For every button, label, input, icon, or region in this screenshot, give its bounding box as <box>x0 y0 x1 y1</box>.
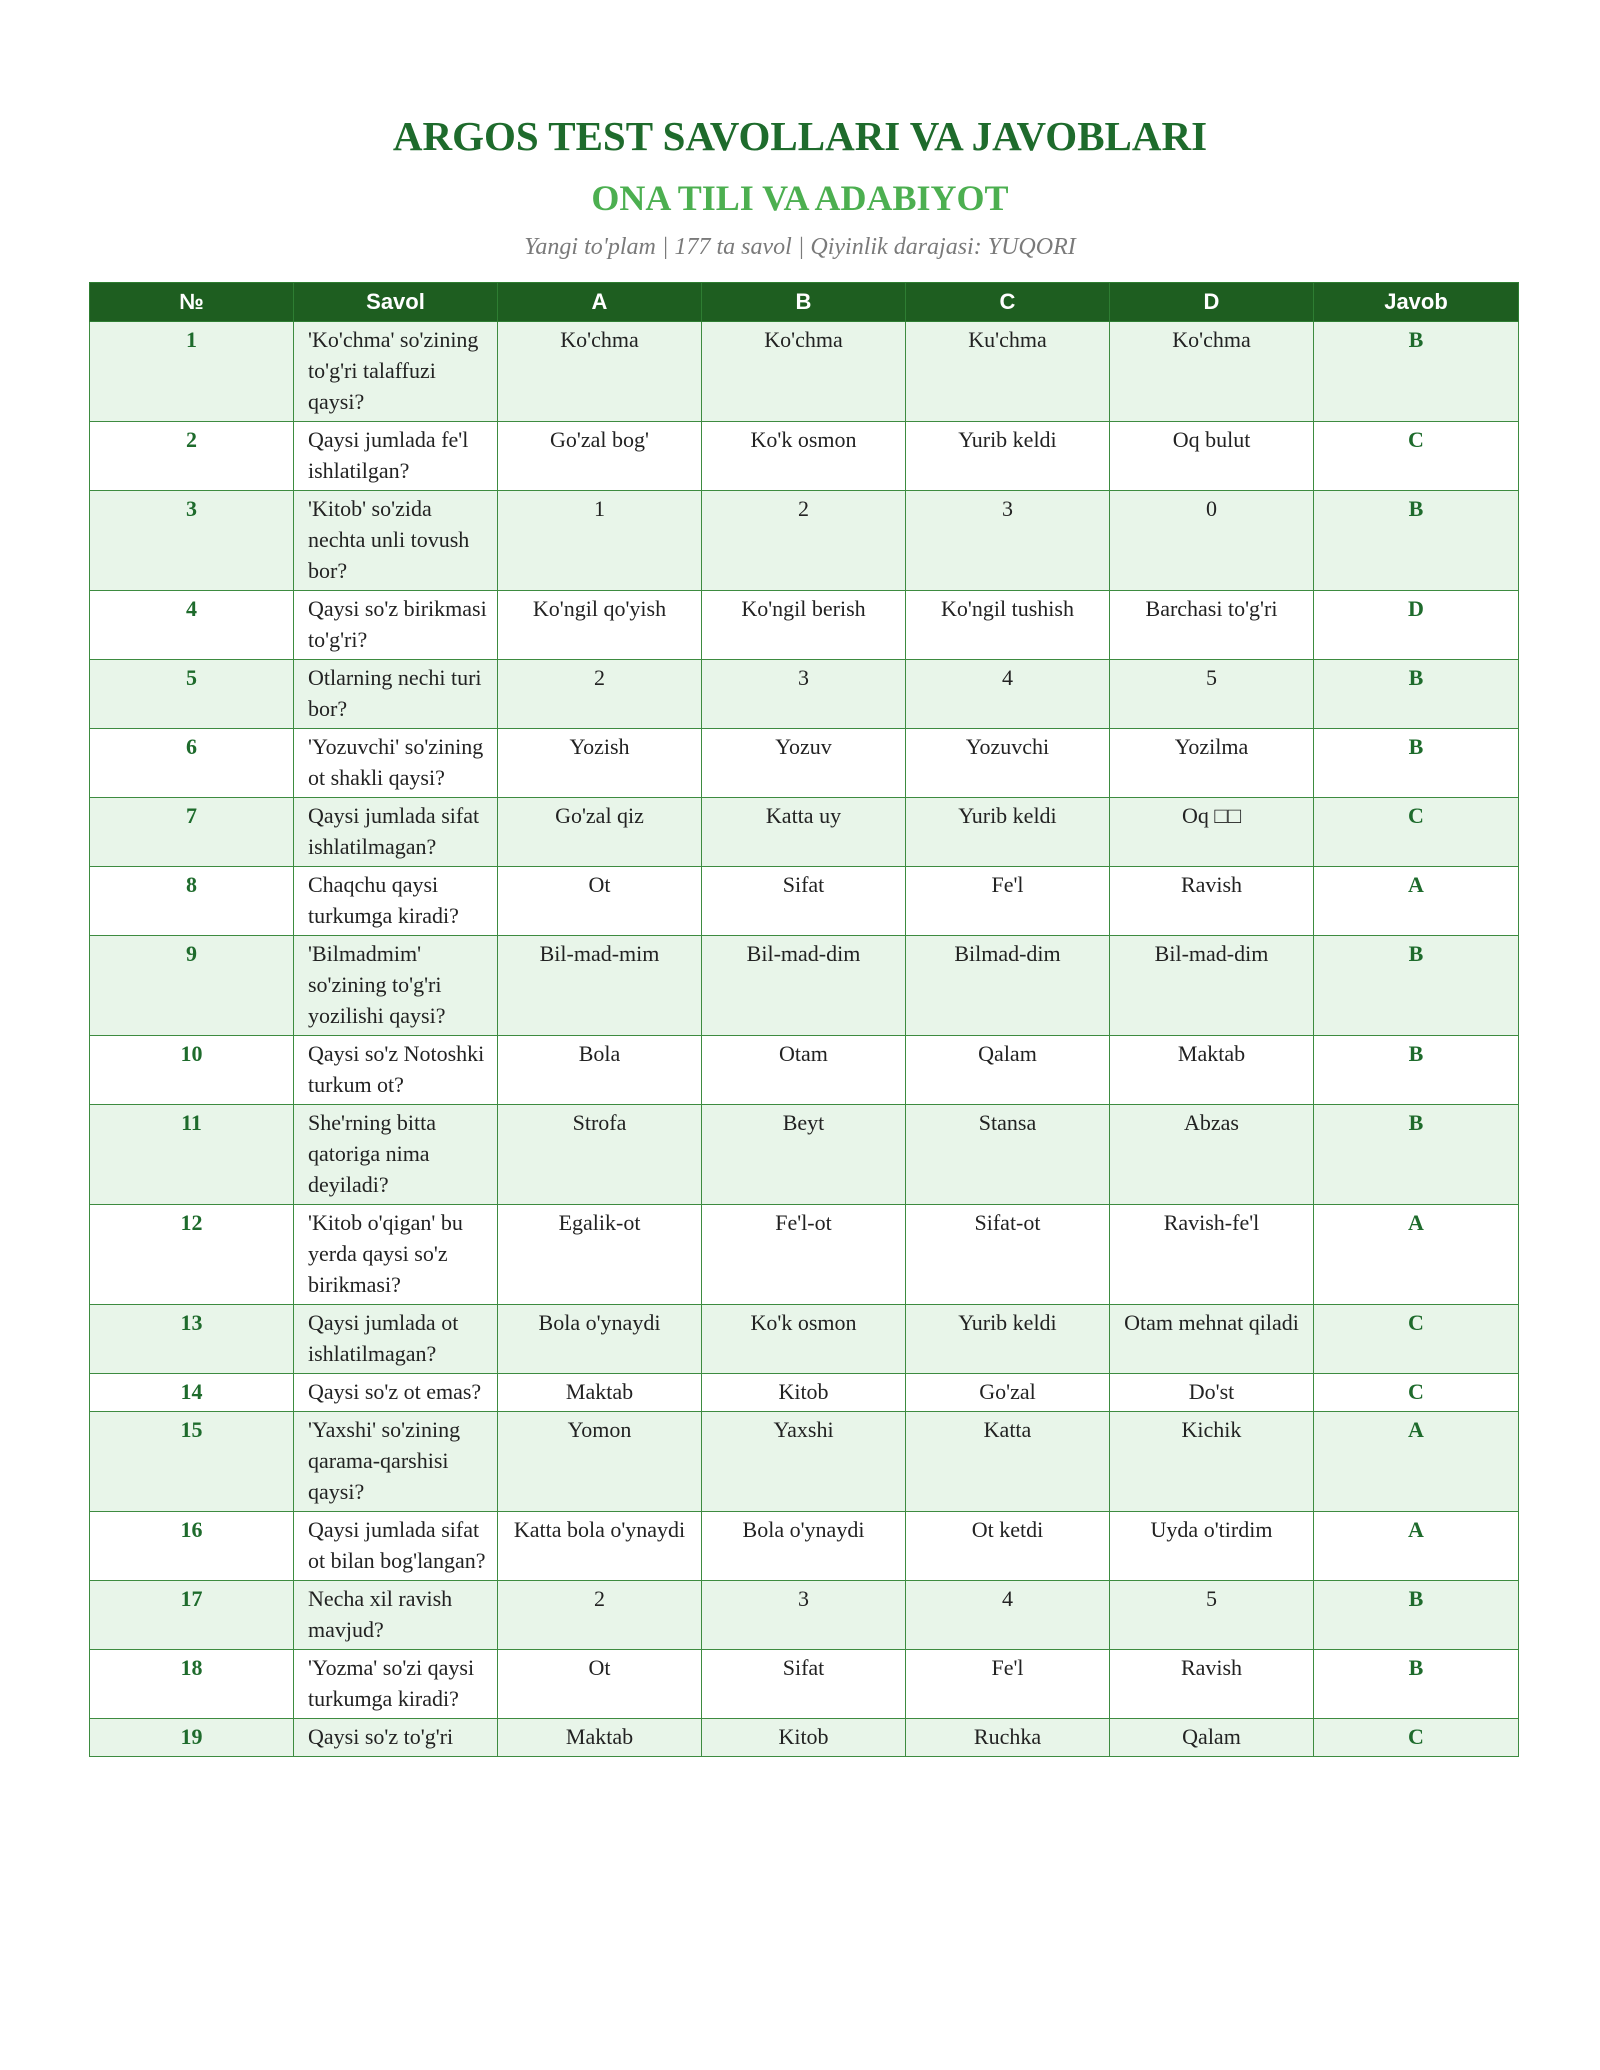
option-a: Yozish <box>498 729 702 798</box>
question-number: 8 <box>90 867 294 936</box>
question-text: Qaysi jumlada fe'l ishlatilgan? <box>294 422 498 491</box>
question-number: 19 <box>90 1719 294 1757</box>
option-a: Ko'ngil qo'yish <box>498 591 702 660</box>
question-number: 17 <box>90 1581 294 1650</box>
option-c: Katta <box>906 1412 1110 1512</box>
option-d: Kichik <box>1110 1412 1314 1512</box>
table-body <box>90 322 1519 1757</box>
option-d: Ravish <box>1110 1650 1314 1719</box>
option-c: Ruchka <box>906 1719 1110 1757</box>
option-b: Ko'ngil berish <box>702 591 906 660</box>
question-text: Qaysi so'z ot emas? <box>294 1374 498 1412</box>
table-row <box>90 1412 1519 1512</box>
question-number: 7 <box>90 798 294 867</box>
table-row <box>90 1036 1519 1105</box>
option-c: 3 <box>906 491 1110 591</box>
table-row <box>90 1650 1519 1719</box>
question-text: 'Ko'chma' so'zining to'g'ri talaffuzi qaysi? <box>294 322 498 422</box>
option-d: Maktab <box>1110 1036 1314 1105</box>
option-b: Kitob <box>702 1719 906 1757</box>
correct-answer: B <box>1314 1036 1519 1105</box>
correct-answer: C <box>1314 798 1519 867</box>
question-number: 11 <box>90 1105 294 1205</box>
correct-answer: B <box>1314 491 1519 591</box>
option-d: Do'st <box>1110 1374 1314 1412</box>
questions-table <box>89 282 1519 1757</box>
option-a: Egalik-ot <box>498 1205 702 1305</box>
option-c: Yurib keldi <box>906 1305 1110 1374</box>
option-c: Stansa <box>906 1105 1110 1205</box>
table-header-row <box>90 283 1519 322</box>
question-text: Qaysi so'z birikmasi to'g'ri? <box>294 591 498 660</box>
option-d: Bil-mad-dim <box>1110 936 1314 1036</box>
correct-answer: A <box>1314 867 1519 936</box>
option-b: 3 <box>702 1581 906 1650</box>
table-row <box>90 1305 1519 1374</box>
option-c: Fe'l <box>906 1650 1110 1719</box>
option-c: 4 <box>906 1581 1110 1650</box>
option-a: Bil-mad-mim <box>498 936 702 1036</box>
correct-answer: A <box>1314 1412 1519 1512</box>
table-row <box>90 798 1519 867</box>
header-option-a: A <box>498 283 702 322</box>
option-d: 5 <box>1110 1581 1314 1650</box>
correct-answer: B <box>1314 1581 1519 1650</box>
question-text: 'Yozma' so'zi qaysi turkumga kiradi? <box>294 1650 498 1719</box>
question-text: 'Kitob o'qigan' bu yerda qaysi so'z birikmasi? <box>294 1205 498 1305</box>
question-number: 3 <box>90 491 294 591</box>
question-number: 16 <box>90 1512 294 1581</box>
option-d: 5 <box>1110 660 1314 729</box>
question-number: 14 <box>90 1374 294 1412</box>
table-row <box>90 1205 1519 1305</box>
option-b: Bil-mad-dim <box>702 936 906 1036</box>
option-a: Strofa <box>498 1105 702 1205</box>
header-answer: Javob <box>1314 283 1519 322</box>
question-number: 15 <box>90 1412 294 1512</box>
header-option-b: B <box>702 283 906 322</box>
question-number: 5 <box>90 660 294 729</box>
correct-answer: A <box>1314 1205 1519 1305</box>
correct-answer: B <box>1314 936 1519 1036</box>
question-number: 4 <box>90 591 294 660</box>
option-d: Oq bulut <box>1110 422 1314 491</box>
option-a: Ot <box>498 867 702 936</box>
correct-answer: B <box>1314 322 1519 422</box>
option-c: Fe'l <box>906 867 1110 936</box>
option-a: Maktab <box>498 1374 702 1412</box>
option-a: Go'zal bog' <box>498 422 702 491</box>
option-d: Ravish-fe'l <box>1110 1205 1314 1305</box>
option-a: Katta bola o'ynaydi <box>498 1512 702 1581</box>
option-c: Go'zal <box>906 1374 1110 1412</box>
question-number: 6 <box>90 729 294 798</box>
question-text: 'Yaxshi' so'zining qarama-qarshisi qaysi? <box>294 1412 498 1512</box>
header-number: № <box>90 283 294 322</box>
question-number: 13 <box>90 1305 294 1374</box>
table-row <box>90 1374 1519 1412</box>
correct-answer: B <box>1314 660 1519 729</box>
question-number: 12 <box>90 1205 294 1305</box>
option-b: Sifat <box>702 1650 906 1719</box>
option-a: Ot <box>498 1650 702 1719</box>
option-d: 0 <box>1110 491 1314 591</box>
question-number: 9 <box>90 936 294 1036</box>
correct-answer: C <box>1314 1374 1519 1412</box>
option-a: Bola o'ynaydi <box>498 1305 702 1374</box>
question-text: Qaysi jumlada sifat ot bilan bog'langan? <box>294 1512 498 1581</box>
option-a: 2 <box>498 1581 702 1650</box>
option-a: Maktab <box>498 1719 702 1757</box>
correct-answer: C <box>1314 1719 1519 1757</box>
option-b: Ko'k osmon <box>702 422 906 491</box>
correct-answer: A <box>1314 1512 1519 1581</box>
option-c: 4 <box>906 660 1110 729</box>
document-meta: Yangi to'plam | 177 ta savol | Qiyinlik darajasi: YUQORI <box>524 234 1076 260</box>
correct-answer: D <box>1314 591 1519 660</box>
table-row <box>90 867 1519 936</box>
question-number: 10 <box>90 1036 294 1105</box>
question-text: She'rning bitta qatoriga nima deyiladi? <box>294 1105 498 1205</box>
question-text: Chaqchu qaysi turkumga kiradi? <box>294 867 498 936</box>
table-row <box>90 322 1519 422</box>
option-b: Sifat <box>702 867 906 936</box>
option-b: Ko'chma <box>702 322 906 422</box>
question-text: Otlarning nechi turi bor? <box>294 660 498 729</box>
option-b: Beyt <box>702 1105 906 1205</box>
question-text: Necha xil ravish mavjud? <box>294 1581 498 1650</box>
option-b: Bola o'ynaydi <box>702 1512 906 1581</box>
option-c: Sifat-ot <box>906 1205 1110 1305</box>
question-text: 'Bilmadmim' so'zining to'g'ri yozilishi qaysi? <box>294 936 498 1036</box>
question-number: 2 <box>90 422 294 491</box>
option-a: Go'zal qiz <box>498 798 702 867</box>
header-question: Savol <box>294 283 498 322</box>
correct-answer: C <box>1314 422 1519 491</box>
option-d: Ravish <box>1110 867 1314 936</box>
option-c: Qalam <box>906 1036 1110 1105</box>
option-c: Ko'ngil tushish <box>906 591 1110 660</box>
option-c: Ku'chma <box>906 322 1110 422</box>
question-text: 'Kitob' so'zida nechta unli tovush bor? <box>294 491 498 591</box>
option-a: Ko'chma <box>498 322 702 422</box>
question-text: 'Yozuvchi' so'zining ot shakli qaysi? <box>294 729 498 798</box>
option-c: Ot ketdi <box>906 1512 1110 1581</box>
option-d: Barchasi to'g'ri <box>1110 591 1314 660</box>
question-number: 1 <box>90 322 294 422</box>
option-d: Ko'chma <box>1110 322 1314 422</box>
option-b: Yaxshi <box>702 1412 906 1512</box>
option-b: 3 <box>702 660 906 729</box>
option-d: Uyda o'tirdim <box>1110 1512 1314 1581</box>
option-b: Yozuv <box>702 729 906 798</box>
table-row <box>90 660 1519 729</box>
option-c: Yurib keldi <box>906 422 1110 491</box>
correct-answer: C <box>1314 1305 1519 1374</box>
option-d: Oq □□ <box>1110 798 1314 867</box>
header-option-c: C <box>906 283 1110 322</box>
question-number: 18 <box>90 1650 294 1719</box>
option-d: Yozilma <box>1110 729 1314 798</box>
option-d: Otam mehnat qiladi <box>1110 1305 1314 1374</box>
option-c: Yurib keldi <box>906 798 1110 867</box>
option-b: Fe'l-ot <box>702 1205 906 1305</box>
header-option-d: D <box>1110 283 1314 322</box>
option-a: Bola <box>498 1036 702 1105</box>
option-b: Katta uy <box>702 798 906 867</box>
document-title: ARGOS TEST SAVOLLARI VA JAVOBLARI <box>392 113 1208 159</box>
question-text: Qaysi jumlada sifat ishlatilmagan? <box>294 798 498 867</box>
option-a: Yomon <box>498 1412 702 1512</box>
question-text: Qaysi so'z Notoshki turkum ot? <box>294 1036 498 1105</box>
correct-answer: B <box>1314 1650 1519 1719</box>
option-c: Bilmad-dim <box>906 936 1110 1036</box>
table-row <box>90 491 1519 591</box>
option-c: Yozuvchi <box>906 729 1110 798</box>
table-row <box>90 591 1519 660</box>
option-b: Kitob <box>702 1374 906 1412</box>
option-b: Otam <box>702 1036 906 1105</box>
question-text: Qaysi so'z to'g'ri <box>294 1719 498 1757</box>
option-b: Ko'k osmon <box>702 1305 906 1374</box>
document-subtitle: ONA TILI VA ADABIYOT <box>591 178 1009 218</box>
option-d: Abzas <box>1110 1105 1314 1205</box>
option-d: Qalam <box>1110 1719 1314 1757</box>
option-b: 2 <box>702 491 906 591</box>
table-row <box>90 422 1519 491</box>
table-row <box>90 936 1519 1036</box>
table-row <box>90 1105 1519 1205</box>
table-row <box>90 729 1519 798</box>
option-a: 1 <box>498 491 702 591</box>
option-a: 2 <box>498 660 702 729</box>
table-row <box>90 1719 1519 1757</box>
table-row <box>90 1581 1519 1650</box>
question-text: Qaysi jumlada ot ishlatilmagan? <box>294 1305 498 1374</box>
correct-answer: B <box>1314 1105 1519 1205</box>
table-row <box>90 1512 1519 1581</box>
correct-answer: B <box>1314 729 1519 798</box>
